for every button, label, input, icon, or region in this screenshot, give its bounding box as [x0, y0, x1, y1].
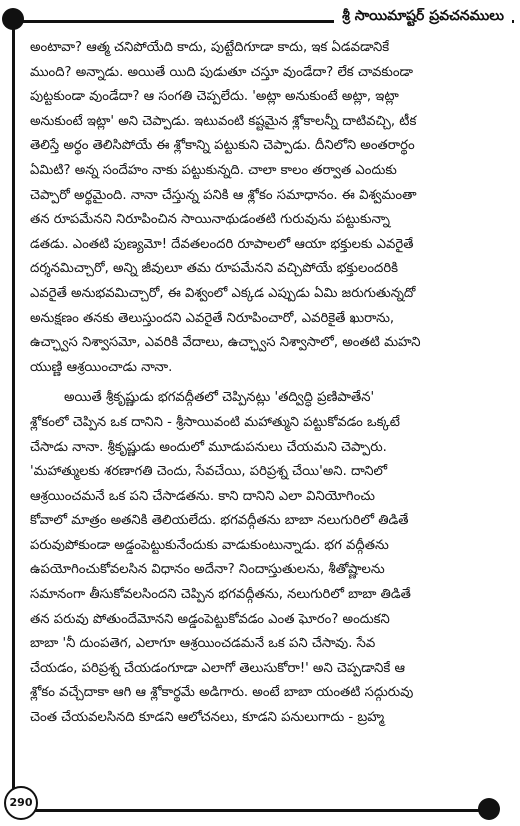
- text-line: 'మహాత్ములకు శరణాగతి చెందు, సేవచేయి, పరిప్రశ్న చేయి'అని. దానిలో: [30, 464, 388, 480]
- text-line: యుణ్ణి ఆశ్రయించాడు నానా.: [30, 359, 173, 375]
- text-line: చేసాడు నానా. శ్రీకృష్ణుడు అందులో మూడుపనులు చేయమని చెప్పారు.: [30, 439, 387, 455]
- text-line: పరువుపోకుండా అడ్డంపెట్టుకునేందుకు వాడుకుంటున్నాడు. భగ వద్గీతను: [30, 537, 389, 553]
- page-number-badge: 290: [4, 786, 38, 820]
- text-line: డతడు. ఎంతటి పుణ్యమో! దేవతలందరి రూపాలలో ఆయా భక్తులకు ఎవరైతే: [30, 236, 414, 252]
- left-border-rule: [12, 20, 15, 810]
- bottom-border-rule: [12, 809, 488, 812]
- text-line: ఎవరైతే అనుభవమిచ్చారో, ఈ విశ్వంలో ఎక్కడ ఎప్పుడు ఏమి జరుగుతున్నదో: [30, 285, 416, 301]
- text-line: ఏమిటి? అన్న సందేహం నాకు పట్టుకున్నది. చాలా కాలం తర్వాత ఎందుకు: [30, 162, 397, 178]
- text-line: దర్శనమిచ్చారో, అన్ని జీవులూ తమ రూపమేనని వచ్చిపోయే భక్తులందరికి: [30, 261, 399, 277]
- bottom-corner-dot-ornament: [478, 798, 500, 820]
- text-line: అంటావా? ఆత్మ చనిపోయేది కాదు, పుట్టేదిగూడా కాదు, ఇక ఏడవడానికే: [30, 40, 390, 55]
- text-line: చేయడం, పరిప్రశ్న చేయడంగూడా ఎలాగో తెలుసుకోరా!' అని చెప్పడానికే ఆ: [30, 660, 406, 676]
- text-line: పుట్టకుండా వుండేదా? ఆ సంగతి చెప్పలేదు. 'అట్లా అనుకుంటే అట్లా, ఇట్లా: [30, 89, 399, 105]
- text-line: చెప్పారో అర్థమైంది. నానా చేస్తున్న పనికి ఆ శ్లోకం సమాధానం. ఈ విశ్వమంతా: [30, 187, 417, 203]
- running-header-title: శ్రీ సాయిమాష్టర్ ప్రవచనములు: [334, 4, 512, 28]
- text-line: ఆశ్రయించమనే ఒక పని చేసాడతను. కాని దానిని ఎలా వినియోగించు: [30, 488, 375, 504]
- text-line: తన రూపమేనని నిరూపించిన సాయినాథుడంతటి గురువును పట్టుకున్నా: [30, 212, 390, 228]
- text-line: శ్లోకం వచ్చేదాకా ఆగి ఆ శ్లోకార్థమే అడిగారు. అంటే బాబా యంతటి సద్గురువు: [30, 685, 414, 701]
- text-line: తెలిస్తే అర్థం తెలిసిపోయే ఈ శ్లోకాన్ని పట్టుకుని చెప్పాడు. దీనిలోని అంతరార్థం: [30, 138, 415, 154]
- text-line: ఉచ్ఛ్వాస నిశ్వాసమో, ఎవరికి వేదాలు, ఉచ్ఛ్వాస నిశ్వాసాలో, అంతటి మహని: [30, 335, 421, 351]
- text-line: బాబా 'నీ దుంపతెగ, ఎలాగూ ఆశ్రయించడమనే ఒక పని చేసావు. సేవ: [30, 636, 376, 652]
- text-line: ఉపయోగించుకోవలసిన విధానం అదేనా? నిందాస్తుతులను, శీతోష్ణాలను: [30, 562, 385, 578]
- text-line: కోవాలో మాత్రం అతనికి తెలియలేదు. భగవద్గీతను బాబా నలుగురిలో తిడితే: [30, 513, 409, 529]
- text-line: ముంది? అన్నాడు. అయితే యిది పుడుతూ చస్తూ వుండేదా? లేక చావకుండా: [30, 64, 413, 80]
- text-line: అనుక్షణం తనకు తెలుస్తుందని ఎవరైతే నిరూపించారో, ఎవరికైతే ఖురాను,: [30, 310, 395, 326]
- text-line: అనుకుంటే ఇట్లా' అని చెప్పాడు. ఇటువంటి కష్టమైన శ్లోకాలన్నీ దాటివచ్చి, టీక: [30, 113, 417, 129]
- paragraph-2: [30, 386, 510, 730]
- body-text: [30, 36, 510, 731]
- paragraph-1: [30, 36, 510, 380]
- text-line: శ్లోకంలో చెప్పిన ఒక దానిని - శ్రీసాయివంటి మహాత్ముని పట్టుకోవడం ఒక్కటే: [30, 414, 400, 430]
- text-line: సమానంగా తీసుకోవలసిందని చెప్పిన భగవద్గీతను, నలుగురిలో బాబా తిడితే: [30, 587, 411, 603]
- text-line-first-indented: అయితే శ్రీకృష్ణుడు భగవద్గీతలో చెప్పినట్లు 'తద్విద్ధి ప్రణిపాతేన': [64, 390, 375, 406]
- text-line: చెంత చేయవలసినది కూడని ఆలోచనలు, కూడని పనులుగాదు - బ్రహ్మ: [30, 710, 385, 726]
- text-line: తన పరువు పోతుందేమోనని అడ్డంపెట్టుకోవడం ఎంత ఘోరం? అందుకని: [30, 611, 390, 627]
